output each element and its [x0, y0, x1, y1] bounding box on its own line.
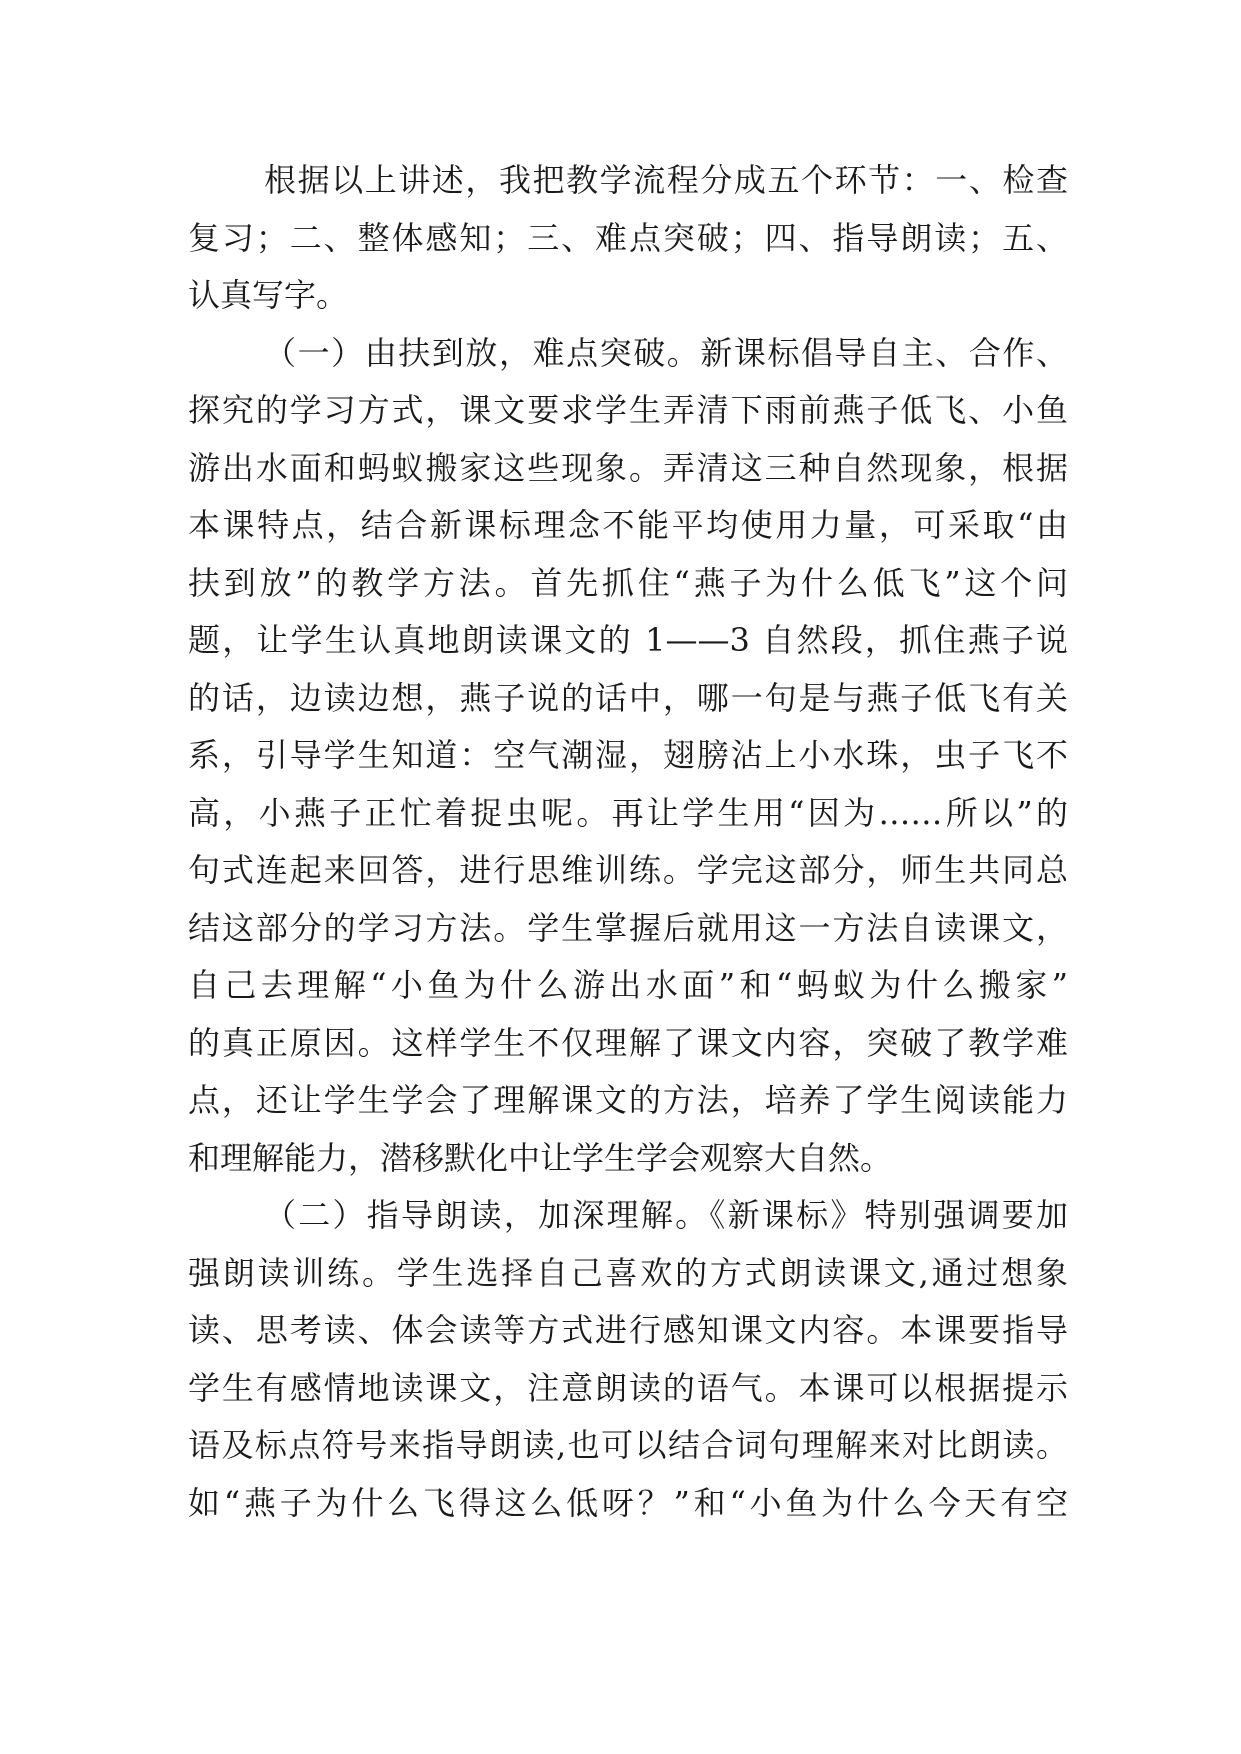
paragraph-3-line-2: 强朗读训练。学生选择自己喜欢的方式朗读课文,通过想象 — [188, 1253, 1068, 1292]
paragraph-2-line-3: 游出水面和蚂蚁搬家这些现象。弄清这三种自然现象，根据 — [188, 448, 1068, 487]
paragraph-2-line-2: 探究的学习方式，课文要求学生弄清下雨前燕子低飞、小鱼 — [188, 391, 1068, 429]
body-text — [188, 152, 1068, 1532]
paragraph-2-line-4: 本课特点，结合新课标理念不能平均使用力量，可采取“由 — [188, 506, 1068, 544]
paragraph-3-line-4: 学生有感情地读课文，注意朗读的语气。本课可以根据提示 — [188, 1368, 1068, 1407]
paragraph-3-line-3: 读、思考读、体会读等方式进行感知课文内容。本课要指导 — [188, 1311, 1068, 1349]
paragraph-2-line-14: 点，还让学生学会了理解课文的方法，培养了学生阅读能力 — [188, 1081, 1068, 1119]
paragraph-2-line-6: 题，让学生认真地朗读课文的 1——3 自然段，抓住燕子说 — [188, 621, 1068, 659]
paragraph-2-line-10: 句式连起来回答，进行思维训练。学完这部分，师生共同总 — [188, 851, 1068, 889]
paragraph-2-line-12: 自己去理解“小鱼为什么游出水面”和“蚂蚁为什么搬家” — [188, 966, 1068, 1004]
paragraph-3-line-5: 语及标点符号来指导朗读,也可以结合词句理解来对比朗读。 — [188, 1426, 1068, 1464]
paragraph-2-line-5: 扶到放”的教学方法。首先抓住“燕子为什么低飞”这个问 — [188, 563, 1068, 602]
paragraph-2-line-13: 的真正原因。这样学生不仅理解了课文内容，突破了教学难 — [188, 1023, 1068, 1062]
paragraph-3-line-1: （二）指导朗读，加深理解。《新课标》特别强调要加 — [264, 1196, 1068, 1234]
paragraph-1-line-2: 复习；二、整体感知；三、难点突破；四、指导朗读；五、 — [188, 218, 1068, 257]
paragraph-1-line-1: 根据以上讲述，我把教学流程分成五个环节：一、检查 — [264, 161, 1068, 199]
paragraph-1-line-3: 认真写字。 — [188, 276, 349, 314]
paragraph-2-line-8: 系，引导学生知道：空气潮湿，翅膀沾上小水珠，虫子飞不 — [188, 736, 1068, 774]
paragraph-3-line-6: 如“燕子为什么飞得这么低呀？”和“小鱼为什么今天有空 — [188, 1483, 1068, 1522]
paragraph-2-line-15: 和理解能力，潜移默化中让学生学会观察大自然。 — [188, 1138, 893, 1177]
paragraph-2-line-7: 的话，边读边想，燕子说的话中，哪一句是与燕子低飞有关 — [188, 678, 1068, 717]
paragraph-2-line-9: 高，小燕子正忙着捉虫呢。再让学生用“因为……所以”的 — [188, 793, 1068, 832]
paragraph-2-line-11: 结这部分的学习方法。学生掌握后就用这一方法自读课文， — [188, 908, 1068, 947]
paragraph-2-line-1: （一）由扶到放，难点突破。新课标倡导自主、合作、 — [264, 333, 1068, 372]
